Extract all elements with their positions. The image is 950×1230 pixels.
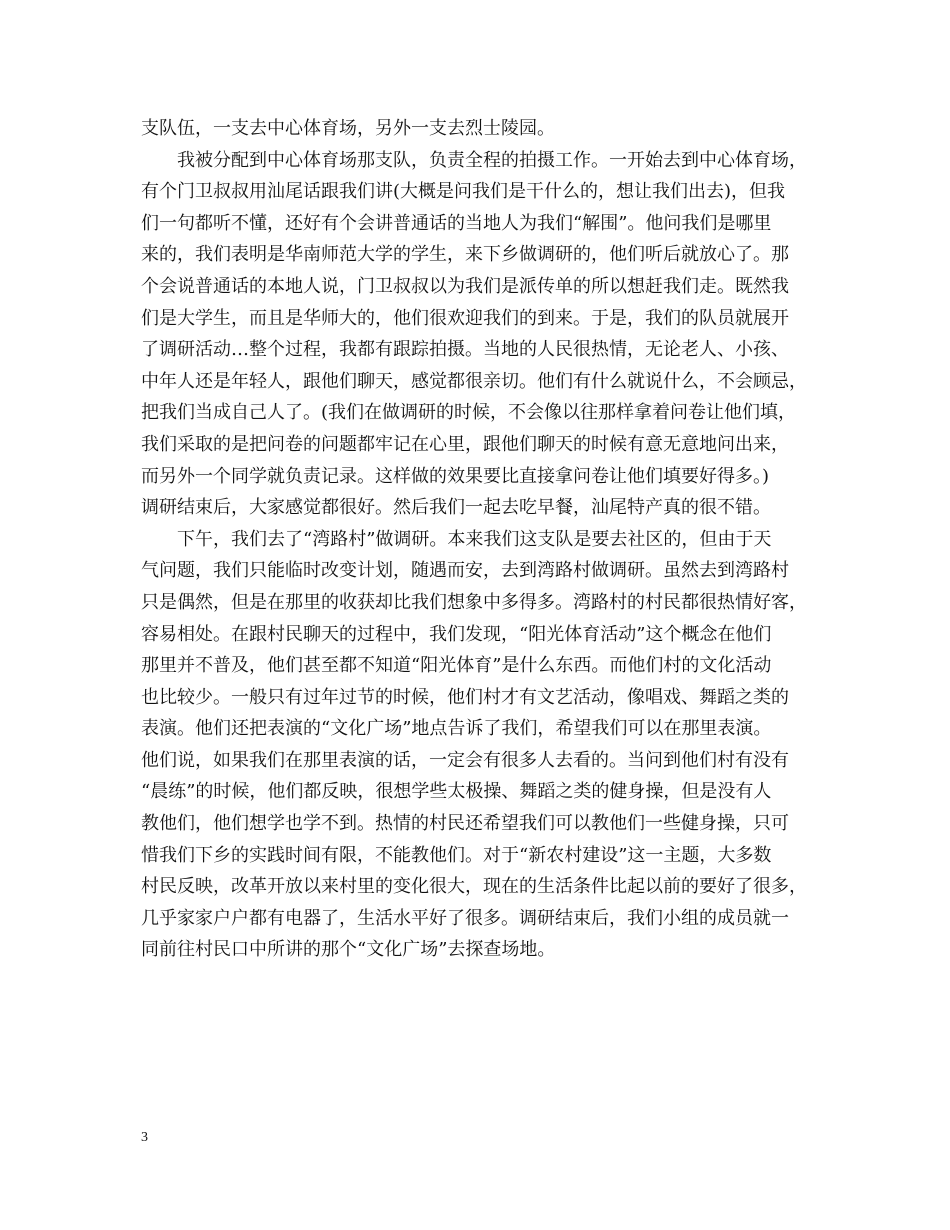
page-number: 3 xyxy=(141,1130,148,1145)
body-text xyxy=(141,113,813,966)
text-line: 我被分配到中心体育场那支队，负责全程的拍摄工作。一开始去到中心体育场， xyxy=(177,149,807,171)
text-line: 教他们，他们想学也学不到。热情的村民还希望我们可以教他们一些健身操，只可 xyxy=(141,813,789,835)
text-line: 下午，我们去了“湾路村”做调研。本来我们这支队是要去社区的，但由于天 xyxy=(177,528,772,550)
text-line: 表演。他们还把表演的“文化广场”地点告诉了我们，希望我们可以在那里表演。 xyxy=(141,718,772,740)
text-line: 惜我们下乡的实践时间有限，不能教他们。对于“新农村建设”这一主题，大多数 xyxy=(141,844,772,866)
text-line: 同前往村民口中所讲的那个“文化广场”去探查场地。 xyxy=(141,939,556,961)
text-line: 而另外一个同学就负责记录。这样做的效果要比直接拿问卷让他们填要好得多。) xyxy=(141,465,770,487)
text-line: 气问题，我们只能临时改变计划，随遇而安，去到湾路村做调研。虽然去到湾路村 xyxy=(141,560,789,582)
text-line: 容易相处。在跟村民聊天的过程中，我们发现，“阳光体育活动”这个概念在他们 xyxy=(141,623,772,645)
text-line: 只是偶然，但是在那里的收获却比我们想象中多得多。湾路村的村民都很热情好客， xyxy=(141,591,807,613)
text-line: 调研结束后，大家感觉都很好。然后我们一起去吃早餐，汕尾特产真的很不错。 xyxy=(141,497,771,519)
text-line: 有个门卫叔叔用汕尾话跟我们讲(大概是问我们是干什么的，想让我们出去)，但我 xyxy=(141,181,786,203)
text-line: 们是大学生，而且是华师大的，他们很欢迎我们的到来。于是，我们的队员就展开 xyxy=(141,307,789,329)
text-line: 们一句都听不懂，还好有个会讲普通话的当地人为我们“解围”。他问我们是哪里 xyxy=(141,212,772,234)
text-line: 也比较少。一般只有过年过节的时候，他们村才有文艺活动，像唱戏、舞蹈之类的 xyxy=(141,686,789,708)
text-line: 村民反映，改革开放以来村里的变化很大，现在的生活条件比起以前的要好了很多， xyxy=(141,876,807,898)
text-line: 来的，我们表明是华南师范大学的学生，来下乡做调研的，他们听后就放心了。那 xyxy=(141,244,789,266)
text-line: 我们采取的是把问卷的问题都牢记在心里，跟他们聊天的时候有意无意地问出来， xyxy=(141,433,789,455)
text-line: 他们说，如果我们在那里表演的话，一定会有很多人去看的。当问到他们村有没有 xyxy=(141,749,789,771)
text-line: 中年人还是年轻人，跟他们聊天，感觉都很亲切。他们有什么就说什么，不会顾忌， xyxy=(141,370,807,392)
text-line: 支队伍，一支去中心体育场，另外一支去烈士陵园。 xyxy=(141,118,555,139)
text-line: 个会说普通话的本地人说，门卫叔叔以为我们是派传单的所以想赶我们走。既然我 xyxy=(141,275,789,297)
text-line: 几乎家家户户都有电器了，生活水平好了很多。调研结束后，我们小组的成员就一 xyxy=(141,907,789,929)
text-line: “晨练”的时候，他们都反映，很想学些太极操、舞蹈之类的健身操，但是没有人 xyxy=(141,781,772,803)
text-line: 了调研活动…整个过程，我都有跟踪拍摄。当地的人民很热情，无论老人、小孩、 xyxy=(141,339,789,361)
text-line: 把我们当成自己人了。(我们在做调研的时候，不会像以往那样拿着问卷让他们填， xyxy=(141,402,797,424)
text-line: 那里并不普及，他们甚至都不知道“阳光体育”是什么东西。而他们村的文化活动 xyxy=(141,655,772,677)
